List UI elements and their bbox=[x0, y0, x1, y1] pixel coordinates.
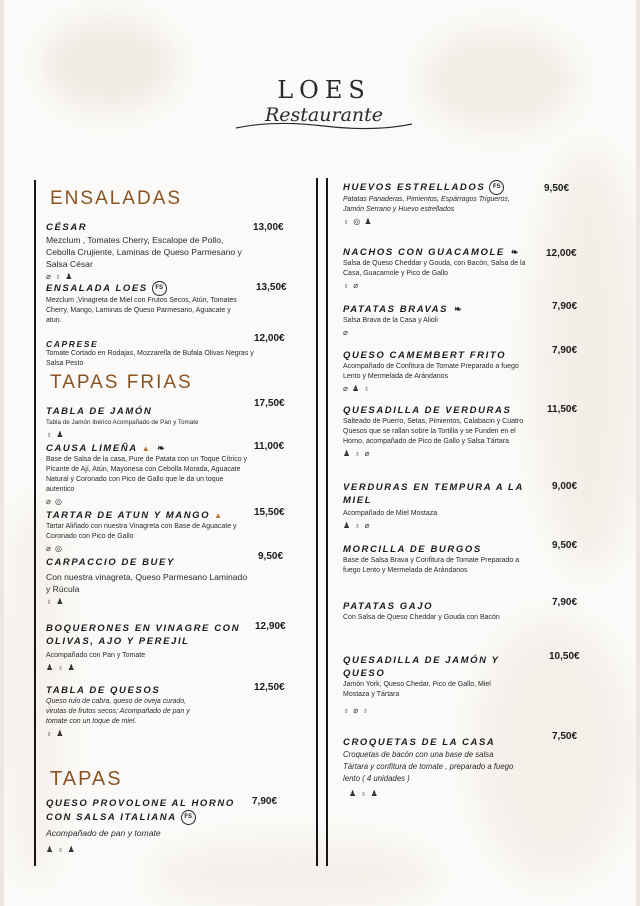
price-patatas-gajo: 7,90€ bbox=[552, 597, 578, 608]
item-description: Queso rulo de cabra, queso de oveja curado, virutas de frutos secos; Acompañado de pan y tomate con un toque de miel. bbox=[46, 698, 190, 725]
item-description: Tartar Aliñado con nuestra Vinagreta con Base de Aguacate y Coronado con Pico de Gallo bbox=[46, 523, 237, 540]
item-name: PATATAS GAJO bbox=[343, 601, 434, 612]
item-description: Mezclum ,Vinagreta de Miel con Frutos Secos, Atún, Tomates Cherry, Mango, Laminas de Queso Parmesano, Aguacate y atun. bbox=[46, 297, 237, 324]
price-tabla-jamon: 17,50€ bbox=[254, 398, 285, 409]
allergen-icons: ⌀ ♁ ♟ bbox=[46, 272, 74, 281]
price-camembert: 7,90€ bbox=[552, 345, 578, 356]
item-name: CAUSA LIMEÑA bbox=[46, 443, 138, 454]
item-description: Con Salsa de Queso Cheddar y Gouda con Bacón bbox=[343, 614, 500, 621]
item-description: Salsa Brava de la Casa y Alioli bbox=[343, 317, 438, 324]
menu-item-causa-limena bbox=[46, 442, 251, 506]
price-boquerones: 12,90€ bbox=[255, 621, 286, 632]
allergen-icons: ♟ ♁ ♟ bbox=[349, 789, 379, 798]
item-description: Mezclum , Tomates Cherry, Escalope de Pollo, Cebolla Crujiente, Laminas de Queso Parmesano y Salsa César bbox=[46, 235, 242, 269]
item-name: TABLA DE JAMÓN bbox=[46, 406, 153, 417]
menu-item-camembert bbox=[343, 349, 528, 393]
price-morcilla: 9,50€ bbox=[552, 540, 578, 551]
price-bravas: 7,90€ bbox=[552, 301, 578, 312]
price-tartar: 15,50€ bbox=[254, 507, 285, 518]
allergen-icons: ⌀ ◎ bbox=[46, 497, 64, 506]
item-description: Jamón York, Queso Chedar, Pico de Gallo, Miel Mostaza y Tártara bbox=[343, 681, 491, 698]
item-name: VERDURAS EN TEMPURA A LA MIEL bbox=[343, 482, 524, 506]
item-name: QUESO PROVOLONE AL HORNO CON SALSA ITALIANA bbox=[46, 798, 235, 824]
logo-wordmark: LOES bbox=[277, 76, 371, 104]
item-name: PATATAS BRAVAS bbox=[343, 304, 449, 315]
price-huevos: 9,50€ bbox=[544, 183, 570, 194]
center-divider bbox=[316, 178, 318, 866]
menu-item-ensalada-loes bbox=[46, 281, 246, 326]
item-description: Acompañado de pan y tomate bbox=[46, 828, 161, 838]
item-name: CAPRESE bbox=[46, 339, 99, 349]
item-name: QUESO CAMEMBERT FRITO bbox=[343, 350, 507, 361]
item-name: ENSALADA LOES bbox=[46, 283, 148, 295]
price-quesadilla-jamon: 10,50€ bbox=[549, 651, 580, 662]
menu-item-nachos bbox=[343, 246, 528, 290]
allergen-icons: ♟ ♁ ⌀ bbox=[343, 449, 371, 458]
menu-item-tartar bbox=[46, 509, 251, 553]
allergen-icons: ♁ ◎ ♟ bbox=[343, 217, 373, 226]
item-description: Patatas Panaderas, Pimientos, Espárragos Trigueros, Jamón Serrano y Huevo estrellados bbox=[343, 196, 510, 213]
item-description: Acompañado de Miel Mostaza bbox=[343, 510, 438, 517]
allergen-icons: ⌀ ♟ ♁ bbox=[343, 384, 371, 393]
section-tapas: TAPAS bbox=[50, 768, 123, 790]
item-name: HUEVOS ESTRELLADOS bbox=[343, 182, 486, 194]
item-name: MORCILLA DE BURGOS bbox=[343, 544, 482, 555]
item-description: Tomate Cortado en Rodajas, Mozzarella de Bufala Olivas Negras y Salsa Pesto bbox=[46, 350, 254, 367]
allergen-icons: ♟ ♁ ♟ bbox=[46, 845, 76, 854]
price-causa-limena: 11,00€ bbox=[254, 441, 285, 452]
allergen-icons: ⌀ ◎ bbox=[46, 544, 64, 553]
price-caprese: 12,00€ bbox=[254, 333, 285, 344]
chili-pepper-icon: ❧ bbox=[454, 304, 464, 314]
allergen-icons: ♟ ♁ ⌀ bbox=[343, 521, 371, 530]
allergen-icons: ⌀ bbox=[343, 328, 349, 337]
allergen-icons: ♁ ♟ bbox=[46, 597, 65, 606]
fs-badge-icon: FS bbox=[489, 180, 504, 195]
item-name: CÉSAR bbox=[46, 222, 88, 233]
item-name: BOQUERONES EN VINAGRE CON OLIVAS, AJO Y PEREJIL bbox=[46, 623, 241, 647]
item-name: QUESADILLA DE VERDURAS bbox=[343, 405, 512, 416]
menu-item-croquetas bbox=[343, 736, 518, 798]
item-description: Salteado de Puerro, Setas, Pimientos, Calabacin y Cuatro Quesos que se rallan sobre la Tortilla y se Funden en el Horno, acompañado de Pico de Gallo y Salsa Tártara bbox=[343, 418, 524, 445]
item-description: Acompañado de Confitura de Tomate Preparado a fuego Lento y Mermelada de Arándanos bbox=[343, 363, 519, 380]
fs-badge-icon: FS bbox=[181, 810, 196, 825]
price-provolone: 7,90€ bbox=[252, 796, 278, 807]
price-cesar: 13,00€ bbox=[253, 222, 284, 233]
price-verduras-tempura: 9,00€ bbox=[552, 481, 578, 492]
price-ensalada-loes: 13,50€ bbox=[256, 282, 287, 293]
menu-item-caprese bbox=[46, 339, 256, 369]
left-column-border bbox=[34, 180, 36, 866]
menu-item-verduras-tempura bbox=[343, 481, 528, 530]
section-tapas-frias: TAPAS FRIAS bbox=[50, 372, 193, 393]
menu-page bbox=[4, 0, 636, 906]
menu-item-boquerones bbox=[46, 622, 246, 672]
center-divider-inner bbox=[326, 178, 328, 866]
menu-item-tabla-jamon bbox=[46, 405, 256, 439]
menu-item-cesar bbox=[46, 221, 246, 281]
allergen-icons: ♁ ⌀ ♁ bbox=[343, 706, 370, 715]
menu-item-huevos bbox=[343, 180, 518, 226]
allergen-icons: ♁ ♟ bbox=[46, 430, 65, 439]
item-name: CARPACCIO DE BUEY bbox=[46, 557, 175, 568]
price-tabla-quesos: 12,50€ bbox=[254, 682, 285, 693]
price-croquetas: 7,50€ bbox=[552, 731, 578, 742]
logo-flourish-icon bbox=[234, 116, 414, 136]
menu-item-tabla-quesos bbox=[46, 684, 206, 738]
item-name: TARTAR DE ATUN Y MANGO bbox=[46, 510, 211, 521]
chili-pepper-icon: ❧ bbox=[510, 247, 520, 257]
item-name: TABLA DE QUESOS bbox=[46, 685, 161, 696]
item-description: Base de Salsa de la casa, Pure de Patata con un Toque Cítrico y Picante de Ají, Atún, Mayonesa con Cebolla Morada, Aguacate Natural y Coronado con Pico de Gallo que le da un toque autentico bbox=[46, 456, 248, 493]
menu-item-patatas-gajo bbox=[343, 600, 528, 623]
item-name: QUESADILLA DE JAMÓN Y QUESO bbox=[343, 655, 500, 679]
menu-item-carpaccio bbox=[46, 556, 251, 606]
section-ensaladas: ENSALADAS bbox=[50, 188, 183, 209]
item-name: CROQUETAS DE LA CASA bbox=[343, 737, 496, 748]
restaurant-logo bbox=[204, 76, 444, 146]
menu-item-quesadilla-verduras bbox=[343, 404, 528, 458]
allergen-icons: ♟ ♁ ♟ bbox=[46, 663, 76, 672]
menu-item-bravas bbox=[343, 303, 528, 337]
menu-item-morcilla bbox=[343, 543, 528, 576]
price-carpaccio: 9,50€ bbox=[258, 551, 284, 562]
cake-icon: ▲ bbox=[141, 444, 152, 453]
menu-item-provolone bbox=[46, 797, 246, 854]
price-quesadilla-verduras: 11,50€ bbox=[547, 404, 578, 415]
menu-item-quesadilla-jamon bbox=[343, 654, 513, 715]
item-description: Base de Salsa Brava y Confitura de Tomate Preparado a fuego Lento y Mermelada de Arándanos bbox=[343, 557, 520, 574]
logo-script: Restaurante bbox=[264, 104, 384, 126]
allergen-icons: ♁ ♟ bbox=[46, 729, 65, 738]
item-description: Acompañado con Pan y Tomate bbox=[46, 652, 146, 659]
item-description: Croquetas de bacón con una base de salsa Tártara y confitura de tomate , preparado a fuego lento ( 4 unidades ) bbox=[343, 750, 514, 783]
item-name: NACHOS CON GUACAMOLE bbox=[343, 247, 505, 258]
chili-pepper-icon: ❧ bbox=[157, 443, 167, 453]
item-description: Salsa de Queso Cheddar y Gouda, con Bacón, Salsa de la Casa, Guacamole y Pico de Gallo bbox=[343, 260, 526, 277]
item-description: Tabla de Jamón Ibérico Acompañado de Pan y Tomate bbox=[46, 419, 199, 426]
fs-badge-icon: FS bbox=[152, 281, 167, 296]
cake-icon: ▲ bbox=[214, 511, 224, 520]
allergen-icons: ♁ ⌀ bbox=[343, 281, 360, 290]
item-description: Con nuestra vinagreta, Queso Parmesano Laminado y Rúcula bbox=[46, 572, 248, 594]
price-nachos: 12,00€ bbox=[546, 248, 577, 259]
